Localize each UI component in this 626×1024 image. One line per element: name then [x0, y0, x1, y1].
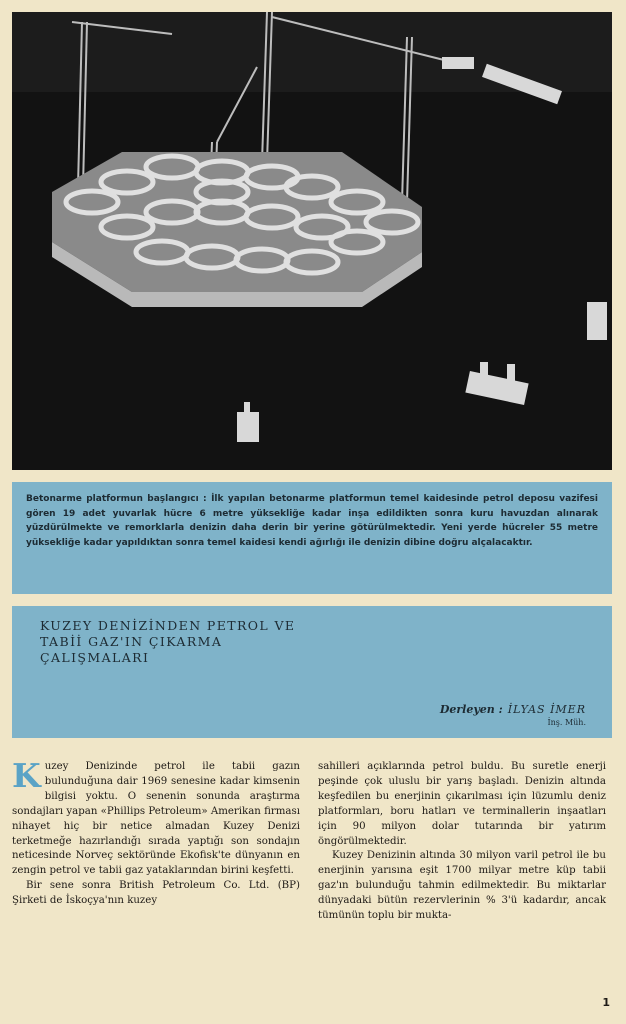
byline-name: İLYAS İMER: [507, 703, 586, 716]
photo-caption: [12, 482, 612, 594]
article-header: [12, 606, 612, 738]
byline: [440, 698, 586, 727]
body-paragraph: [12, 756, 300, 879]
title-line-1: KUZEY DENİZİNDEN PETROL VE: [40, 618, 296, 633]
title-line-2: TABİİ GAZ'IN ÇIKARMA: [40, 634, 223, 649]
body-paragraph: sahilleri açıklarında petrol buldu. Bu suretle enerji peşinde çok uluslu bir yarış başladı. Denizin altında keşfedilen bu enerjinin çıkarılması için lüzumlu deniz platformları, boru hatları ve terminallerin inşaatları için 90 milyon dolar tutarında bir yatırım öngörülmektedir.: [318, 761, 606, 847]
drop-cap: K: [12, 756, 41, 795]
body-paragraph: Bir sene sonra British Petroleum Co. Ltd. (BP) Şirketi de İskoçya'nın kuzey: [12, 880, 300, 907]
body-text: uzey Denizinde petrol ile tabii gazın bulunduğuna dair 1969 senesine kadar kimsenin bilgisi yoktu. O senenin sonunda araştırma sondajları yapan «Phillips Petroleum» Amerikan firması nihayet hiç bir netice almadan Kuzey Denizi terketmeğe hazırlandığı sırada yaptığı son sondajın neticesinde Norveç sektöründe Ekofisk'te dünyanın en zengin petrol ve tabii gaz yataklarından birini keşfetti.: [12, 761, 300, 877]
platform-illustration: [12, 12, 612, 470]
body-paragraph: Kuzey Denizinin altında 30 milyon varil petrol ile bu enerjinin yarısına eşit 1700 milyar metre küp tabii gaz'ın bulunduğu tahmin edilmektedir. Bu miktarlar dünyadaki bütün rezervlerinin % 3'ü kadardır, ancak tümünün toplu bir mukta-: [318, 850, 606, 922]
body-column-right: [318, 760, 606, 924]
article-title: [40, 618, 340, 666]
byline-title: İnş. Müh.: [547, 718, 586, 727]
byline-label: Derleyen :: [439, 703, 503, 716]
body-column-left: [12, 756, 300, 909]
caption-text: İlk yapılan betonarme platformun temel kaidesinde petrol deposu vazifesi gören 19 adet yuvarlak hücre 6 metre yüksekliğe kadar inşa edildikten sonra kuru havuzdan alınarak yüzdürülmekte ve remorklarla denizin daha derin bir yerine götürülmektedir. Yeni yerde hücreler 55 metre yüksekliğe kadar yapıldıktan sonra temel kaidesi kendi ağırlığı ile denizin dibine doğru alçalacaktır.: [26, 494, 599, 548]
caption-lead: Betonarme platformun başlangıcı :: [26, 494, 207, 504]
title-line-3: ÇALIŞMALARI: [40, 650, 150, 665]
offshore-platform-photo: [12, 12, 612, 470]
page-number: 1: [602, 996, 610, 1009]
